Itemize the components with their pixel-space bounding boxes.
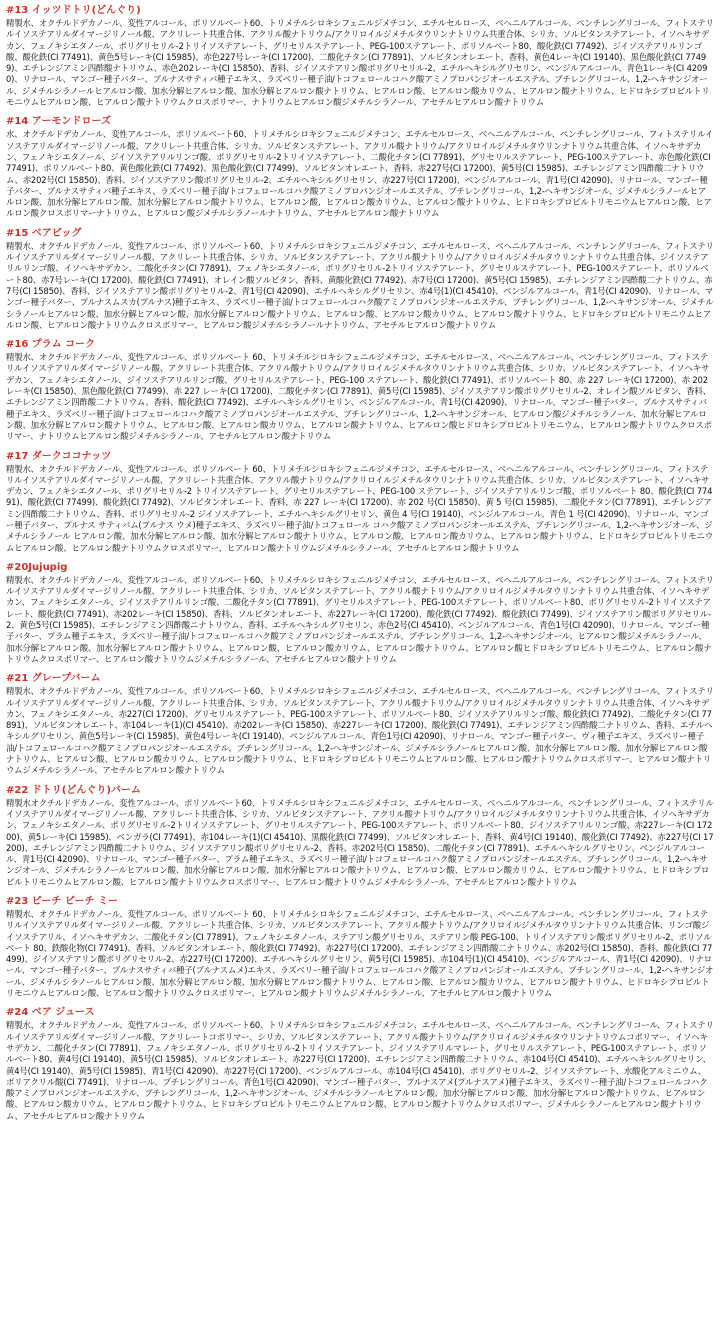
section-title: #22 ドトリ(どんぐり)バーム bbox=[6, 784, 141, 796]
section-title: #16 プラム コーク bbox=[6, 339, 96, 351]
section-body: 精製水、オクチルドデカノール、変性アルコール、ポリソルベート60、トリメチルシロキシフェニルジメチコン、エチルセルロース、ベヘニルアルコール、ペンチレングリコール、フィトステリルイソステアリルダイマージリノール酸、アクリレート共重合体、アクリル酸ナトリウム/アクリロイルジメチルタウリンナトリウム共重合体、シリカ、ソルビタンステアレート、イソヘキサデカン、フェノキシエタノール、ポリグリセリル-2トリイソステアレート、グリセリルステアレート、PEG-100ステアレート、ポリソルベート80、酸化鉄(CI 77492)、ジイソステアリルリンゴ酸、酸化鉄(CI 77491)、黄色5号レーキ(CI 15985)、赤色227号レーキ(CI 17200)、二酸化チタン(CI 77891)、ソルビタンオレエート、香料、黄色4レーキ(CI 19140)、黒色酸化鉄(CI 77499)、エチレンジアミン四酢酸ナトリウム、赤色202レーキ(CI 15850)、香料、ジイソステアリン酸ポリグリセリル-2、エチルヘキシルグリセリン、ベンジルアルコール、青色1レーキ(CI 42090)、リナロール、マンゴー種子バター、ブルナスサティバ種子エキス、ラズベリー種子油/トコフェロールコハク酸アミノプロパンジオールエステル、ブチレングリコール、1,2-ヘキサンジオール、ジメチルシラノールヒアルロン酸、加水分解ヒアルロン酸、加水分解ヒアルロン酸ナトリウム、ヒアルロン酸、ヒアルロン酸カリウム、ヒアルロン酸ナトリウム、ヒドロキシプロピルトリモニウムヒアルロン酸、ヒアルロン酸ナトリウムクロスポリマー、ナトリウムヒアルロン酸ジメチルシラノール、アセチルヒアルロン酸ナトリウム bbox=[6, 18, 714, 108]
section-body: 精製水、オクチルドデカノール、変性アルコール、ポリソルベート60、トリメチルシロキシフェニルジメチコン、エチルセルロース、ベヘニルアルコール、ペンチレングリコール、フィトステリルイソステアリルダイマージリノール酸、アクリレート共重合体、シリカ、ソルビタンステアレート、アクリル酸ナトリウム/アクリロイルジメチルタウリンナトリウム共重合体、イソヘキサデカン、フェノキシエタノール、赤227(CI 17200)、グリセリルステアレート、PEG-100ステアレート、ポリソルベート80、ジイソステアリルリンゴ酸、酸化鉄(CI 77492)、二酸化チタン(CI 77891)、ソルビタンオレエート、赤104レーキ(1)(CI 45410)、赤202レーキ(CI 15850)、赤227レーキ(CI 17200)、酸化鉄(CI 77491)、エチレンジアミン四酢酸二ナトリウム、香料、エチルヘキシルグリセリン、黄色5号レーキ(CI 15985)、黄色4号レーキ(CI 19140)、ベンジルアルコール、青色1号(CI 42090)、リナロール、マンゴー種子バター、ヴィ種子エキス、ラズベリー種子油/トコフェロールコハク酸アミノプロパンジオールエステル、ブチレングリコール、1,2-ヘキサンジオール、ジメチルシラノールヒアルロン酸、加水分解ヒアルロン酸、加水分解ヒアルロン酸ナトリウム、ヒアルロン酸、ヒアルロン酸カリウム、ヒアルロン酸ナトリウム、ヒドロキシプロピルトリモニウムヒアルロン酸、ヒアルロン酸ナトリウムクロスポリマー、ヒアルロン酸ナトリウムジメチルシラノール、アセチルヒアルロン酸ナトリウム bbox=[6, 686, 714, 776]
section-title: #15 ベアピッグ bbox=[6, 227, 82, 239]
section-body: 水、オクチルドデカノール、変性アルコール、ポリソルベート60、トリメチルシロキシフェニルジメチコン、エチルセルロース、ベヘニルアルコール、ペンチレングリコール、フィトステリルイソステアリルダイマージリノール酸、アクリレート共重合体、シリカ、ソルビタンステアレート、アクリル酸ナトリウム/アクリロイルジメチルタウリンナトリウム共重合体、イソヘキサデカン、フェノキシエタノール、ジイソステアリルリンゴ酸、ポリグリセリル-2トリイソステアレート、二酸化チタン(CI 77891)、グリセリルステアレート、PEG-100ステアレート、赤色酸化鉄(CI 77491)、ポリソルベート80、黄色酸化鉄(CI 77492)、黒色酸化鉄(CI 77499)、ソルビタンオレエート、香料、赤227号(CI 17200)、黄5号(CI 15985)、エチレンジアミン四酢酸二ナトリウム、赤202号(CI 15850)、香料、ジイソステアリン酸ポリグリセリル-2、エチルヘキシルグリセリン、赤227号(CI 17200)、ベンジルアルコール、青1号(CI 42090)、リナロール、マンゴー種子バター、ブルナスサティバ種子エキス、ラズベリー種子油/トコフェロールコハク酸アミノプロパンジオールエステル、ブチレングリコール、1,2-ヘキサンジオール、ジメチルシラノールヒアルロン酸、加水分解ヒアルロン酸、加水分解ヒアルロン酸ナトリウム、ヒアルロン酸、ヒアルロン酸カリウム、ヒアルロン酸ナトリウム、ヒドロキシプロピルトリモニウムヒアルロン酸、ヒアルロン酸クロスポリマーナトリウム、ヒアルロン酸ジメチルシラノールナトリウム、アセチルヒアルロン酸ナトリウム bbox=[6, 129, 714, 219]
section-body: 精製水、オクチルドデカノール、変性アルコール、ポリソルベート60、トリメチルシロキシフェニルジメチコン、エチルセルロース、ベヘニルアルコール、ペンチレングリコール、フィトステリルイソステアリルダイマージリノール酸、アクリレートコポリマー、シリカ、ソルビタンステアレート、アクリル酸ナトリウム/アクリロイルジメチルタウリンナトリウムコポリマー、イソヘキサデカン、二酸化チタン(CI 77891)、フェノキシエタノール、ポリグリセリル-2トリイソステアレート、ジイソステアリルマレート、グリセリルステアレート、PEG-100ステアレート、ポリソルベート80、黄4号(CI 19140)、黄5号(CI 15985)、ソルビタンオレエート、赤227号(CI 17200)、エチレンジアミン四酢酸二ナトリウム、赤104号(CI 45410)、エチルヘキシルグリセリン、黄4号(CI 19140)、黄5号(CI 15985)、青1号(CI 42090)、赤227号(CI 17200)、ベンジルアルコール、赤104号(CI 45410)、ポリグリセリル-2、ジイソステアレート、水酸化アルミニウム、ポリアクリル酸(CI 77491)、リナロール、ブチレングリコール、青色1号(CI 42090)、マンゴー種子バター、プルナスアメ(プルナスアメ)種子エキス、ラズベリー種子油/トコフェロールコハク酸アミノプロパンジオールエステル、ブチレングリコール、1,2-ヘキサンジオール、ジメチルシラノールヒアルロン酸、加水分解ヒアルロン酸、加水分解ヒアルロン酸ナトリウム、ヒアルロン酸、ヒアルロン酸カリウム、ヒアルロン酸ナトリウム、ヒドロキシプロピルトリモニウムヒアルロン酸、ヒアルロン酸ナトリウムクロスポリマー、ジメチルシラノールヒアルロン酸ナトリウム、アセチルヒアルロン酸ナトリウム bbox=[6, 1020, 714, 1121]
section-16 bbox=[6, 338, 714, 442]
section-body: 精製水、オクチルドデカノール、変性アルコール、ポリソルベート 60、トリメチルシロキシフェニルジメチコン、エチルセルロース、ベヘニルアルコール、ペンチレングリコール、フィトステリルイソステアリルダイマージリノール酸、アクリレート共重合体、アクリル酸ナトリウム/アクリロイルジメチルタウリンナトリウム共重合体、シリカ、ソルビタンステアレート、イソヘキサデカン、フェノキシエタノール、ポリグリセリル-2 トリイソステアレート、グリセリルステアレート、PEG-100 ステアレート、ジイソステアリルリンゴ酸、ポリソルベート 80、酸化鉄(CI 77491)、酸化鉄(CI 77499)、酸化鉄(CI 77492)、ソルビタンオレエート、香料、赤 227 レーキ(CI 17200)、赤 202 号(CI 15850)、黄 5 号(CI 15985)、二酸化チタン(CI 77891)、エチレンジアミン四酢酸二ナトリウム、香料、ポリグリセリル-2 ジイソステアレート、エチルヘキシルグリセリン、黄色 4 号(CI 19140)、ベンジルアルコール、青色 1 号(CI 42090)、リナロール、マンゴー種子バター、プルナス サティバム(プルナス ウメ)種子エキス、ラズベリー種子油/トコフェロール コハク酸アミノプロパンジオールエステル、ブチレングリコール、1,2-ヘキサンジオール、ジメチルシラノール ヒアルロン酸、加水分解ヒアルロン酸、加水分解ヒアルロン酸ナトリウム、ヒアルロン酸、ヒアルロン酸カリウム、ヒアルロン酸ナトリウム、ヒドロキシプロピルトリモニウムヒアルロン酸、ヒアルロン酸ナトリウムクロスポリマー、ヒアルロン酸ナトリウムジメチルシラノール、アセチルヒアルロン酸ナトリウム bbox=[6, 463, 713, 553]
section-23 bbox=[6, 895, 714, 999]
section-title: #20Jujupig bbox=[6, 561, 68, 573]
section-title: #14 アーモンドローズ bbox=[6, 116, 111, 128]
section-15 bbox=[6, 227, 714, 331]
section-title: #23 ピーチ ピーチ ミー bbox=[6, 896, 118, 907]
section-body: 精製水、オクチルドデカノール、変性アルコール、ポリソルベート60、トリメチルシロキシフェニルジメチコン、エチルセルロース、ベヘニルアルコール、ペンチレングリコール、フィトステリルイソステアリルダイマージリノール酸、アクリレート共重合体、シリカ、ソルビタンステアレート、アクリル酸ナトリウム/アクリロイルジメチルタウリンナトリウム共重合体、イソヘキサデカン、フェノキシエタノール、ジイソステアリルリンゴ酸、二酸化チタン(CI 77891)、グリセリルステアレート、PEG-100ステアレート、ポリソルベート80、ポリグリセリル-2トリイソステアレート、酸化鉄(CI 77491)、赤202レーキ(CI 15850)、香料、ソルビタンオレエート、赤227レーキ(CI 17200)、酸化鉄(CI 77492)、酸化鉄(CI 77499)、ジイソステアリン酸ポリグリセリル-2、黄色5号(CI 15985)、エチレンジアミン四酢酸ニナトリウム、香料、エチルヘキシルグリセリン、赤色2号(CI 45410)、ベンジルアルコール、青色1号(CI 42090)、リナロール、マンゴー種子バター、プラム種子エキス、ラズベリー種子油/トコフェロールコハク酸アミノプロパンジオールエステル、ブチレングリコール、1,2-ヘキサンジオール、ヒアルロン酸ジメチルシラノール、加水分解ヒアルロン酸、加水分解ヒアルロン酸ナトリウム、ヒアルロン酸、ヒアルロン酸カリウム、ヒアルロン酸ナトリウム、ヒアルロン酸ヒドロキシプロピルトリモニウム、ヒアルロン酸ナトリウムクロスポリマー、ヒアルロン酸ナトリウムジメチルシラノール、アセチルヒアルロン酸ナトリウム bbox=[6, 574, 714, 664]
section-20 bbox=[6, 561, 714, 665]
section-body: 精製水、オクチルドデカノール、変性アルコール、ポリソルベート 60、トリメチルシロキシフェニルジメチコン、エチルセルロース、ベヘニルアルコール、ペンチレングリコール、フィトステリルイソステアリルダイマージリノール酸、アクリレート共重合体、シリカ、ソルビタンステアレート、アクリル酸ナトリウム/アクリロイルジメチルタウリンナトリウム共重合体、リンゴ酸ジイソステアリル、イソヘキサデカン、二酸化チタン(CI 77891)、フェノキシエタノール、ステアリン酸グリセリル、ステアリン酸 PEG-100、トリイソステアリン酸ポリグリセリル-2、ポリソルベート 80、鉄酸化物(CI 77491)、香料、ソルビタンオレエート、酸化鉄(CI 77492)、赤227号(CI 17200)、エチレンジアミン四酢酸二ナトリウム、赤202号(CI 15850)、香料、酸化鉄(CI 77499)、ジイソステアリン酸ポリグリセリル-2、赤227号(CI 17200)、エチルヘキシルグリセリン、黄5号(CI 15985)、赤104号(1)(CI 45410)、ベンジルアルコール、青1号(CI 42090)、リナロール、マンゴー種子バター、ブルナスサティバ種子(ブルナスムメ)エキス、ラズベリー種子油/トコフェロールコハク酸アミノプロパンジオールエステル、ブチレングリコール、1,2-ヘキサンジオール、ジメチルシラノールヒアルロン酸、加水分解ヒアルロン酸、加水分解ヒアルロン酸ナトリウム、ヒアルロン酸、ヒアルロン酸カリウム、ヒアルロン酸ナトリウム、ヒドロキシプロピルトリモニウムヒアルロン酸、ヒアルロン酸ナトリウムクロスポリマー、ヒアルロン酸ナトリウムジメチルシラノール、アセチルヒアルロン酸ナトリウム bbox=[6, 909, 714, 999]
section-body: 精製水オクチルドデカノール、変性アルコール、ポリソルベート60、トリメチルシロキシフェニルジメチコン、エチルセルロース、ベヘニルアルコール、ペンチレングリコール、フィトステリルイソステアリルダイマージリノール酸、アクリレート共重合体、シリカ、ソルビタンステアレート、アクリル酸ナトリウム/アクリロイルジメチルタウリンナトリウム共重合体、イソヘキサデカン、フェノキシエタノール、ポリグリセリル-2トリイソステアレート、グリセリルステアレート、PEG-100ステアレート、ポリソルベート80、ジイソステアリルリンゴ酸、赤227レーキ(CI 17200)、黄5レーキ(CI 15985)、ベンガラ(CI 77491)、赤104レーキ(1)(CI 45410)、黒酸化鉄(CI 77499)、ソルビタンオレエート、香料、黄4号(CI 19140)、酸化鉄(CI 77492)、赤227号(CI 17200)、エチレンジアミン四酢酸二ナトリウム、ジイソステアリン酸ポリグリセリル-2、香料、赤202号(CI 15850)、二酸化チタン(CI 77891)、エチルヘキシルグリセリン、ベンジルアルコール、青1号(CI 42090)、リナロール、マンゴー種子バター、プラム種子エキス、ラズベリー種子油/トコフェロールコハク酸アミノプロパンジオールエステル、ブチレングリコール、1,2-ヘキサンジオール、ジメチルシラノールヒアルロン酸、加水分解ヒアルロン酸、加水分解ヒアルロン酸ナトリウム、ヒアルロン酸、ヒアルロン酸カリウム、ヒアルロン酸ナトリウム、ヒドロキシプロピルトリモニウムヒアルロン酸、ヒアルロン酸ナトリウムクロスポリマー、ヒアルロン酸ナトリウムジメチルシラノール、アセチルヒアルロン酸ナトリウム bbox=[6, 797, 714, 887]
section-21 bbox=[6, 672, 714, 776]
section-22 bbox=[6, 784, 714, 888]
section-13 bbox=[6, 4, 714, 108]
section-title: #21 グレープバーム bbox=[6, 673, 101, 685]
section-title: #24 ベア ジュース bbox=[6, 1007, 95, 1019]
section-title: #17 ダークココナッツ bbox=[6, 450, 112, 462]
section-title: #13 イッツドトリ(どんぐり) bbox=[6, 5, 141, 16]
section-body: 精製水、オクチルドデカノール、変性アルコール、ポリソルベート 60、トリメチルシロキシフェニルジメチコン、エチルセルロース、ベヘニルアルコール、ペンチレングリコール、フィトステリルイソステアリルダイマージリノール酸、アクリレート共重合体、アクリル酸ナトリウム/アクリロイルジメチルタウリンナトリウム共重合体、シリカ、ソルビタンステアレート、イソヘキサデカン、フェノキシエタノール、ジイソステアリルリンゴ酸、グリセリルステアレート、PEG-100 ステアレート、酸化鉄(CI 77491)、ポリソルベート 80、赤 227 レーキ(CI 17200)、赤 202 レーキ(CI 15850)、黒色酸化鉄(CI 77499)、赤 227 レーキ(CI 17200)、二酸化チタン(CI 77891)、黄5号(CI 15985)、ジイソステアリン酸ポリグリセリル-2、オレイン酸ソルビタン、香料、エチレンジアミン四酢酸二ナトリウム、香料、酸化鉄(CI 77492)、エチルヘキシルグリセリン、ベンジルアルコール、青1号(CI 42090)、リナロール、マンゴー種子バター、ブルナスサティバ種子エキス、ラズベリー種子油/トコフェロールコハク酸アミノプロパンジオールエステル、ブチレングリコール、1,2-ヘキサンジオール、ヒアルロン酸ジメチルシラノール、加水分解ヒアルロン酸、加水分解ヒアルロン酸ナトリウム、ヒアルロン酸、ヒアルロン酸カリウム、ヒアルロン酸ナトリウム、ヒアルロン酸ヒドロキシプロピルトリモニウム、ヒアルロン酸ナトリウムクロスポリマー、ナトリウムヒアルロン酸ジメチルシラノール、アセチルヒアルロン酸ナトリウム bbox=[6, 352, 712, 442]
section-14 bbox=[6, 115, 714, 219]
section-17 bbox=[6, 450, 714, 554]
section-body: 精製水、オクチルドデカノール、変性アルコール、ポリソルベート60、トリメチルシロキシフェニルジメチコン、エチルセルロース、ベヘニルアルコール、ペンチレングリコール、フィトステリルイソステアリルダイマージリノール酸、アクリレート共重合体、シリカ、ソルビタンステアレート、アクリル酸ナトリウム/アクリロイルジメチルタウリンナトリウム共重合体、ジイソステアリルリンゴ酸、イソヘキサデカン、二酸化チタン(CI 77891)、フェノキシエタノール、ポリグリセリル-2トリイソステアレート、グリセリルステアレート、PEG-100ステアレート、ポリソルベート80、赤7号レーキ(CI 17200)、酸化鉄(CI 77491)、オレイン酸ソルビタン、香料、黄酸化鉄(CI 77492)、赤7号(CI 17200)、黄5号(CI 15985)、エチレンジアミン四酢酸二ナトリウム、赤7号(CI 15850)、香料、ジイソステアリン酸ポリグリセリル-2、青1号(CI 42090)、エチルヘキシルグリセリン、赤4号(1)(CI 45410)、ベンジルアルコール、青1号(CI 42090)、リナロール、マンゴー種子バター、プルナスムスカ(プルナス)種子エキス、ラズベリー種子油/トコフェロールコハク酸アミノプロパンジオールエステル、ブチレングリコール、1,2-ヘキサンジオール、ジメチルシラノールヒアルロン酸、加水分解ヒアルロン酸、加水分解ヒアルロン酸ナトリウム、ヒアルロン酸、ヒアルロン酸カリウム、ヒアルロン酸ナトリウム、ヒドロキシプロピルトリモニウムヒアルロン酸、ヒアルロン酸ナトリウムクロスポリマー、ヒアルロン酸ジメチルシラノールナトリウム、アセチルヒアルロン酸ナトリウム bbox=[6, 240, 714, 330]
section-24 bbox=[6, 1006, 714, 1122]
